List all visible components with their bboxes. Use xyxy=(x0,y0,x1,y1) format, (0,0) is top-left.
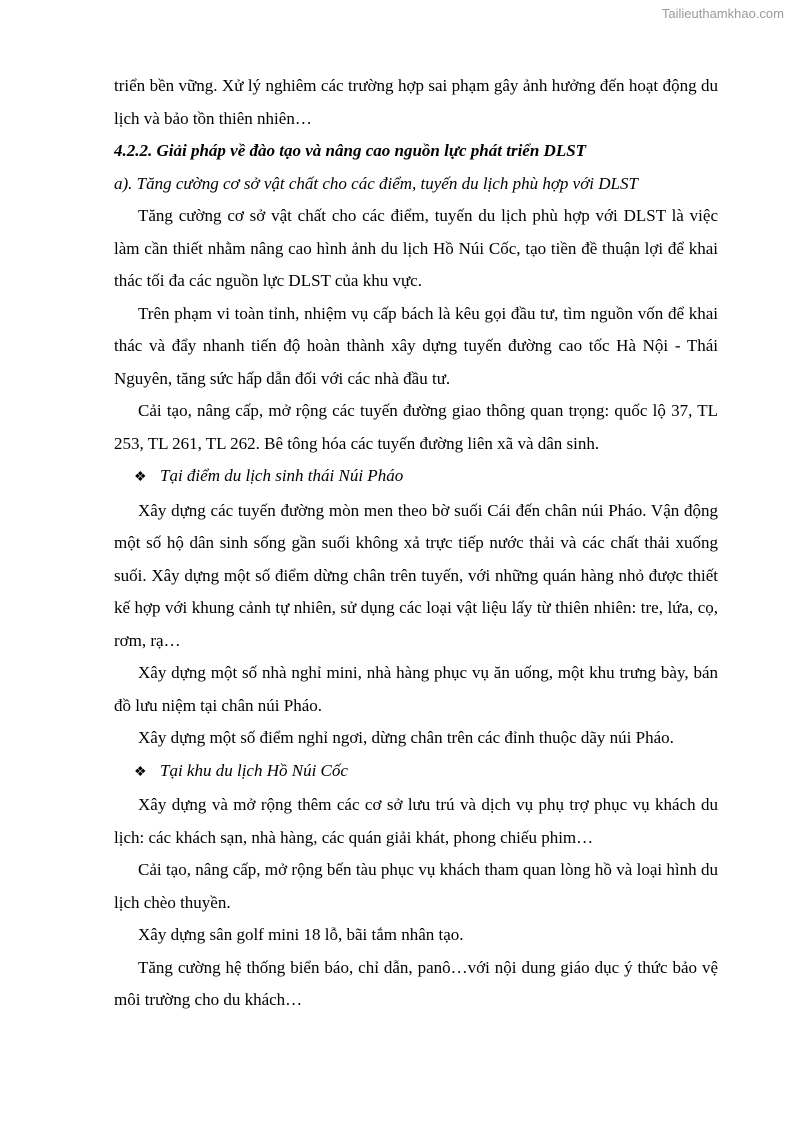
bullet-heading xyxy=(114,755,718,790)
section-heading: 4.2.2. Giải pháp về đào tạo và nâng cao nguồn lực phát triển DLST xyxy=(114,141,587,160)
subsection-heading: a). Tăng cường cơ sở vật chất cho các điểm, tuyến du lịch phù hợp với DLST xyxy=(114,173,638,193)
paragraph: Tăng cường hệ thống biển báo, chỉ dẫn, panô…với nội dung giáo dục ý thức bảo vệ môi trường cho du khách… xyxy=(114,957,718,1009)
paragraph: Cải tạo, nâng cấp, mở rộng các tuyến đường giao thông quan trọng: quốc lộ 37, TL 253, TL 261, TL 262. Bê tông hóa các tuyến đường liên xã và dân sinh. xyxy=(114,401,718,453)
diamond-bullet-icon: ❖ xyxy=(134,470,147,485)
paragraph: Xây dựng một số điểm nghỉ ngơi, dừng chân trên các đỉnh thuộc dãy núi Pháo. xyxy=(138,728,674,747)
paragraph: Tăng cường cơ sở vật chất cho các điểm, tuyến du lịch phù hợp với DLST là việc làm cần thiết nhằm nâng cao hình ảnh du lịch Hồ Núi Cốc, tạo tiền đề thuận lợi để khai thác tối đa các nguồn lực DLST của khu vực. xyxy=(114,206,718,290)
paragraph: Trên phạm vi toàn tỉnh, nhiệm vụ cấp bách là kêu gọi đầu tư, tìm nguồn vốn để khai thác và đẩy nhanh tiến độ hoàn thành xây dựng tuyến đường cao tốc Hà Nội - Thái Nguyên, tăng sức hấp dẫn đối với các nhà đầu tư. xyxy=(114,303,718,388)
diamond-bullet-icon: ❖ xyxy=(134,764,147,780)
paragraph: Xây dựng và mở rộng thêm các cơ sở lưu trú và dịch vụ phụ trợ phục vụ khách du lịch: các khách sạn, nhà hàng, các quán giải khát, phong chiếu phim… xyxy=(114,795,718,847)
bullet-heading xyxy=(114,460,718,495)
bullet-text: Tại điểm du lịch sinh thái Núi Pháo xyxy=(160,466,404,485)
paragraph: triển bền vững. Xử lý nghiêm các trường hợp sai phạm gây ảnh hưởng đến hoạt động du lịch và bảo tồn thiên nhiên… xyxy=(114,76,718,128)
paragraph: Xây dựng sân golf mini 18 lỗ, bãi tắm nhân tạo. xyxy=(138,925,464,944)
paragraph: Xây dựng các tuyến đường mòn men theo bờ suối Cái đến chân núi Pháo. Vận động một số hộ dân sinh sống gần suối không xả trực tiếp nước thải và các chất thải xuống suối. Xây dựng một số điểm dừng chân trên tuyến, với những quán hàng nhỏ được thiết kế hợp với khung cảnh tự nhiên, sử dụng các loại vật liệu lấy từ thiên nhiên: tre, lứa, cọ, rơm, rạ… xyxy=(114,500,718,650)
document-body xyxy=(114,70,718,1017)
paragraph: Xây dựng một số nhà nghỉ mini, nhà hàng phục vụ ăn uống, một khu trưng bày, bán đồ lưu niệm tại chân núi Pháo. xyxy=(114,663,718,715)
watermark-text: Tailieuthamkhao.com xyxy=(661,6,784,21)
bullet-text: Tại khu du lịch Hồ Núi Cốc xyxy=(160,760,348,780)
paragraph: Cải tạo, nâng cấp, mở rộng bến tàu phục vụ khách tham quan lòng hồ và loại hình du lịch chèo thuyền. xyxy=(114,860,718,912)
